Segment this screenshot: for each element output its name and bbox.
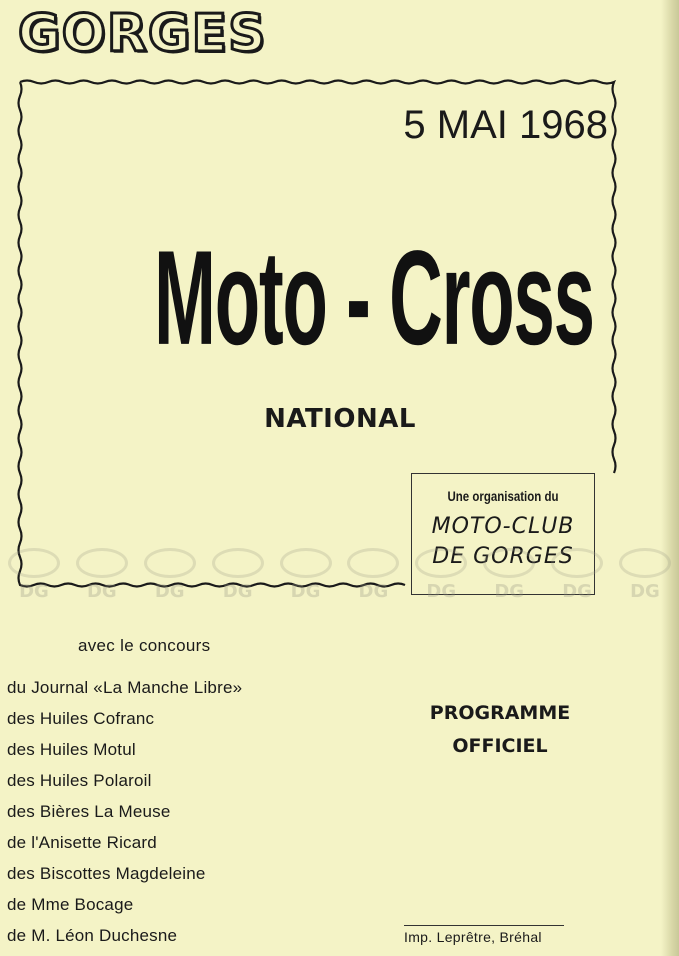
organizer-name	[412, 512, 594, 572]
printer-credit: Imp. Leprêtre, Bréhal	[404, 929, 542, 945]
sponsor-item: du Journal «La Manche Libre»	[7, 678, 243, 697]
sponsor-item: des Huiles Polaroil	[7, 771, 152, 790]
watermark-text: DG	[494, 581, 525, 602]
watermark-text: DG	[86, 581, 117, 602]
watermark-text: DG	[154, 581, 185, 602]
event-title: Moto - Cross	[154, 222, 594, 374]
sponsor-item: de M. Léon Duchesne	[7, 926, 178, 945]
watermark-text: DG	[19, 581, 49, 602]
sponsor-item: de Mme Bocage	[7, 895, 134, 914]
organizer-name-line1: MOTO-CLUB	[431, 514, 575, 539]
organizer-intro: Une organisation du	[447, 488, 559, 504]
organizer-box	[411, 473, 595, 595]
program-title	[400, 697, 600, 763]
event-date: 5 MAI 1968	[403, 103, 608, 147]
sponsors-intro: avec le concours	[78, 636, 211, 655]
organizer-name-line2: DE GORGES	[432, 544, 574, 569]
watermark-text: DG	[630, 581, 660, 602]
watermark-text: DG	[562, 581, 592, 602]
printer-rule	[404, 925, 564, 926]
watermark-text: DG	[222, 581, 253, 602]
sponsor-item: de l'Anisette Ricard	[7, 833, 157, 852]
program-line1: PROGRAMME	[429, 702, 571, 724]
place-title: GORGES	[18, 4, 267, 64]
event-level: NATIONAL	[264, 404, 416, 434]
sponsor-list	[7, 672, 242, 951]
event-title-wrap	[40, 214, 640, 384]
sponsor-item: des Huiles Motul	[7, 740, 136, 759]
sponsor-item: des Huiles Cofranc	[7, 709, 155, 728]
sponsor-item: des Bières La Meuse	[7, 802, 171, 821]
program-line2: OFFICIEL	[452, 735, 548, 757]
watermark-text: DG	[358, 581, 389, 602]
watermark-text: DG	[290, 581, 321, 602]
sponsor-item: des Biscottes Magdeleine	[7, 864, 206, 883]
watermark-text: DG	[426, 581, 457, 602]
